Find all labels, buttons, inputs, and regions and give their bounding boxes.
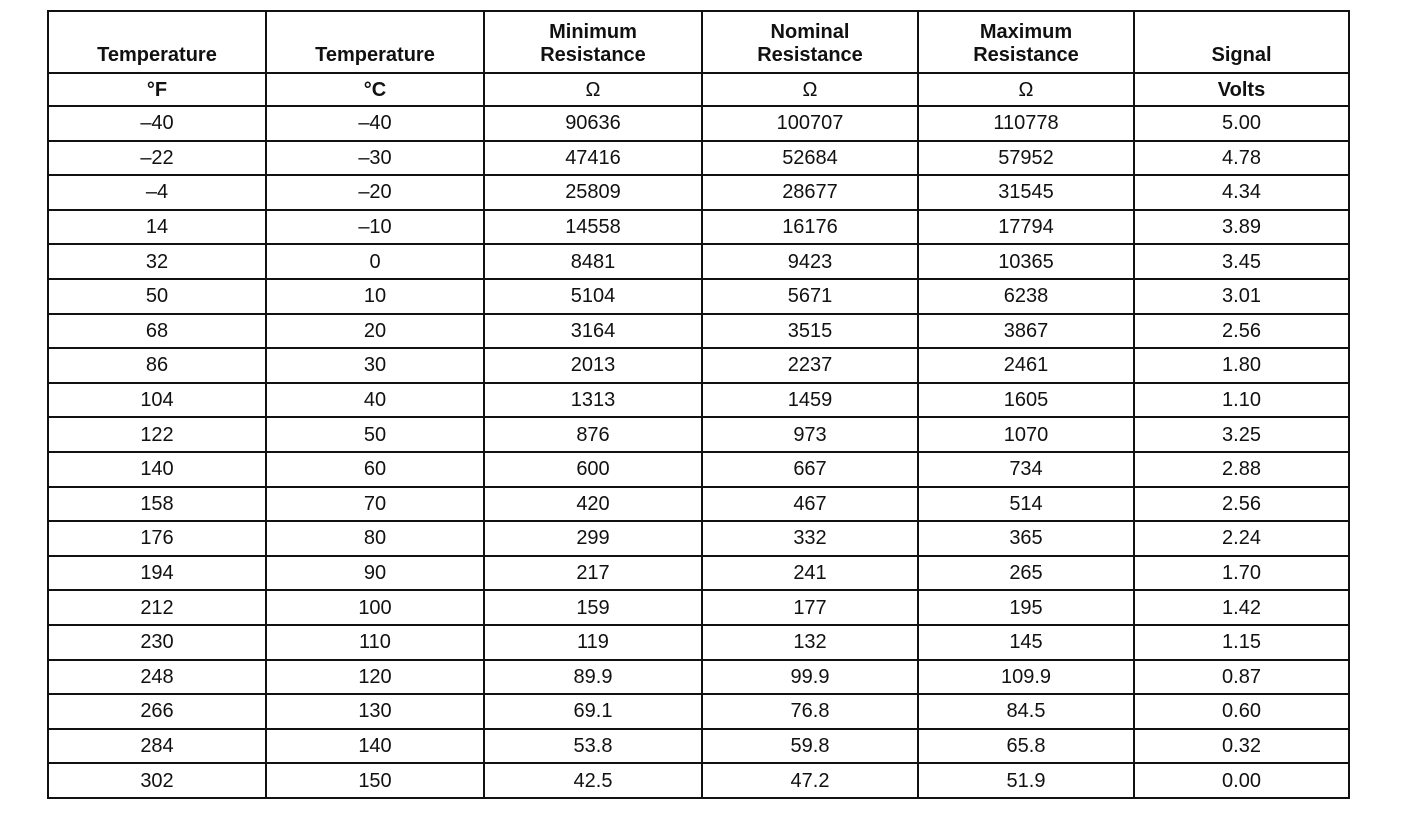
cell-signal-volts: 2.88: [1134, 452, 1349, 487]
col-header-temperature-c: [266, 11, 484, 73]
cell-max-resistance: 6238: [918, 279, 1134, 314]
cell-nominal-resistance: 16176: [702, 210, 918, 245]
cell-max-resistance: 195: [918, 590, 1134, 625]
cell-min-resistance: 217: [484, 556, 702, 591]
cell-temp-f: 248: [48, 660, 266, 695]
cell-nominal-resistance: 76.8: [702, 694, 918, 729]
cell-temp-f: 86: [48, 348, 266, 383]
cell-nominal-resistance: 2237: [702, 348, 918, 383]
cell-temp-c: –30: [266, 141, 484, 176]
cell-min-resistance: 600: [484, 452, 702, 487]
cell-min-resistance: 90636: [484, 106, 702, 141]
cell-temp-f: 158: [48, 487, 266, 522]
cell-max-resistance: 1605: [918, 383, 1134, 418]
cell-max-resistance: 84.5: [918, 694, 1134, 729]
cell-min-resistance: 25809: [484, 175, 702, 210]
table-row: [48, 763, 1349, 798]
col-header-minimum-resistance: [484, 11, 702, 73]
cell-min-resistance: 876: [484, 417, 702, 452]
cell-max-resistance: 514: [918, 487, 1134, 522]
cell-temp-f: 230: [48, 625, 266, 660]
cell-temp-c: 130: [266, 694, 484, 729]
cell-temp-c: 30: [266, 348, 484, 383]
cell-signal-volts: 0.32: [1134, 729, 1349, 764]
unit-ohm-max: Ω: [918, 73, 1134, 106]
col-header-nominal-resistance: [702, 11, 918, 73]
cell-signal-volts: 1.10: [1134, 383, 1349, 418]
cell-max-resistance: 109.9: [918, 660, 1134, 695]
cell-temp-f: 122: [48, 417, 266, 452]
cell-max-resistance: 17794: [918, 210, 1134, 245]
cell-max-resistance: 734: [918, 452, 1134, 487]
cell-max-resistance: 265: [918, 556, 1134, 591]
table-row: [48, 590, 1349, 625]
cell-nominal-resistance: 47.2: [702, 763, 918, 798]
header-text: Signal: [1211, 44, 1272, 66]
table-row: [48, 348, 1349, 383]
cell-nominal-resistance: 241: [702, 556, 918, 591]
cell-min-resistance: 1313: [484, 383, 702, 418]
header-text: Resistance: [757, 44, 863, 66]
cell-signal-volts: 3.25: [1134, 417, 1349, 452]
cell-signal-volts: 5.00: [1134, 106, 1349, 141]
cell-temp-c: 60: [266, 452, 484, 487]
table-row: [48, 625, 1349, 660]
cell-temp-f: 50: [48, 279, 266, 314]
cell-signal-volts: 2.56: [1134, 487, 1349, 522]
unit-fahrenheit: °F: [48, 73, 266, 106]
cell-max-resistance: 2461: [918, 348, 1134, 383]
cell-temp-f: 14: [48, 210, 266, 245]
cell-signal-volts: 0.60: [1134, 694, 1349, 729]
header-text: Maximum: [979, 21, 1073, 43]
cell-max-resistance: 365: [918, 521, 1134, 556]
cell-max-resistance: 57952: [918, 141, 1134, 176]
cell-signal-volts: 3.89: [1134, 210, 1349, 245]
cell-signal-volts: 4.78: [1134, 141, 1349, 176]
cell-signal-volts: 4.34: [1134, 175, 1349, 210]
table-header: [48, 11, 1349, 106]
table-row: [48, 556, 1349, 591]
cell-nominal-resistance: 1459: [702, 383, 918, 418]
table-row: [48, 175, 1349, 210]
cell-min-resistance: 119: [484, 625, 702, 660]
cell-temp-c: 100: [266, 590, 484, 625]
table-row: [48, 487, 1349, 522]
header-text: Minimum: [549, 21, 637, 43]
cell-min-resistance: 420: [484, 487, 702, 522]
cell-max-resistance: 31545: [918, 175, 1134, 210]
cell-min-resistance: 3164: [484, 314, 702, 349]
cell-temp-f: –4: [48, 175, 266, 210]
unit-volts: Volts: [1134, 73, 1349, 106]
col-header-maximum-resistance: [918, 11, 1134, 73]
header-text: Temperature: [315, 44, 435, 66]
table-row: [48, 383, 1349, 418]
cell-temp-c: 150: [266, 763, 484, 798]
cell-temp-c: 80: [266, 521, 484, 556]
cell-min-resistance: 47416: [484, 141, 702, 176]
table-row: [48, 417, 1349, 452]
table-row: [48, 694, 1349, 729]
cell-signal-volts: 0.00: [1134, 763, 1349, 798]
cell-nominal-resistance: 177: [702, 590, 918, 625]
cell-min-resistance: 89.9: [484, 660, 702, 695]
cell-signal-volts: 1.70: [1134, 556, 1349, 591]
cell-nominal-resistance: 973: [702, 417, 918, 452]
cell-temp-c: –40: [266, 106, 484, 141]
unit-ohm-nominal: Ω: [702, 73, 918, 106]
cell-temp-c: 40: [266, 383, 484, 418]
cell-min-resistance: 53.8: [484, 729, 702, 764]
cell-min-resistance: 42.5: [484, 763, 702, 798]
cell-temp-f: 194: [48, 556, 266, 591]
cell-signal-volts: 1.80: [1134, 348, 1349, 383]
cell-signal-volts: 1.15: [1134, 625, 1349, 660]
cell-temp-c: 20: [266, 314, 484, 349]
table-row: [48, 729, 1349, 764]
header-title-row: [48, 11, 1349, 73]
cell-temp-f: –40: [48, 106, 266, 141]
table-row: [48, 244, 1349, 279]
cell-signal-volts: 2.24: [1134, 521, 1349, 556]
cell-nominal-resistance: 100707: [702, 106, 918, 141]
table-row: [48, 314, 1349, 349]
col-header-temperature-f: [48, 11, 266, 73]
cell-temp-f: 176: [48, 521, 266, 556]
unit-ohm-min: Ω: [484, 73, 702, 106]
cell-temp-c: 90: [266, 556, 484, 591]
table-row: [48, 210, 1349, 245]
cell-max-resistance: 10365: [918, 244, 1134, 279]
table-body: [48, 106, 1349, 798]
col-header-signal: [1134, 11, 1349, 73]
cell-max-resistance: 1070: [918, 417, 1134, 452]
cell-signal-volts: 2.56: [1134, 314, 1349, 349]
cell-nominal-resistance: 5671: [702, 279, 918, 314]
cell-temp-f: 302: [48, 763, 266, 798]
cell-signal-volts: 1.42: [1134, 590, 1349, 625]
cell-nominal-resistance: 467: [702, 487, 918, 522]
cell-temp-f: 68: [48, 314, 266, 349]
header-unit-row: [48, 73, 1349, 106]
cell-temp-c: 10: [266, 279, 484, 314]
cell-temp-c: 0: [266, 244, 484, 279]
cell-nominal-resistance: 59.8: [702, 729, 918, 764]
cell-max-resistance: 110778: [918, 106, 1134, 141]
cell-signal-volts: 0.87: [1134, 660, 1349, 695]
cell-max-resistance: 65.8: [918, 729, 1134, 764]
cell-signal-volts: 3.45: [1134, 244, 1349, 279]
cell-nominal-resistance: 99.9: [702, 660, 918, 695]
cell-min-resistance: 8481: [484, 244, 702, 279]
cell-temp-c: 120: [266, 660, 484, 695]
cell-temp-f: 104: [48, 383, 266, 418]
cell-min-resistance: 2013: [484, 348, 702, 383]
cell-max-resistance: 145: [918, 625, 1134, 660]
cell-max-resistance: 51.9: [918, 763, 1134, 798]
table-row: [48, 660, 1349, 695]
cell-temp-c: 50: [266, 417, 484, 452]
cell-temp-c: 70: [266, 487, 484, 522]
cell-nominal-resistance: 3515: [702, 314, 918, 349]
cell-max-resistance: 3867: [918, 314, 1134, 349]
cell-nominal-resistance: 332: [702, 521, 918, 556]
table-row: [48, 521, 1349, 556]
header-text: Nominal: [770, 21, 850, 43]
table-row: [48, 452, 1349, 487]
cell-temp-f: 284: [48, 729, 266, 764]
table-row: [48, 106, 1349, 141]
cell-min-resistance: 5104: [484, 279, 702, 314]
cell-min-resistance: 69.1: [484, 694, 702, 729]
cell-min-resistance: 14558: [484, 210, 702, 245]
cell-temp-c: –10: [266, 210, 484, 245]
cell-min-resistance: 159: [484, 590, 702, 625]
cell-temp-f: 32: [48, 244, 266, 279]
header-text: Resistance: [540, 44, 646, 66]
cell-temp-f: 266: [48, 694, 266, 729]
cell-temp-f: –22: [48, 141, 266, 176]
cell-temp-c: 110: [266, 625, 484, 660]
temperature-resistance-table: [47, 10, 1350, 799]
table-row: [48, 141, 1349, 176]
table-row: [48, 279, 1349, 314]
cell-nominal-resistance: 52684: [702, 141, 918, 176]
header-text: Resistance: [973, 44, 1079, 66]
cell-nominal-resistance: 667: [702, 452, 918, 487]
header-text: Temperature: [97, 44, 217, 66]
cell-temp-c: 140: [266, 729, 484, 764]
cell-signal-volts: 3.01: [1134, 279, 1349, 314]
cell-temp-f: 212: [48, 590, 266, 625]
cell-nominal-resistance: 9423: [702, 244, 918, 279]
cell-min-resistance: 299: [484, 521, 702, 556]
cell-temp-f: 140: [48, 452, 266, 487]
cell-temp-c: –20: [266, 175, 484, 210]
cell-nominal-resistance: 28677: [702, 175, 918, 210]
cell-nominal-resistance: 132: [702, 625, 918, 660]
unit-celsius: °C: [266, 73, 484, 106]
